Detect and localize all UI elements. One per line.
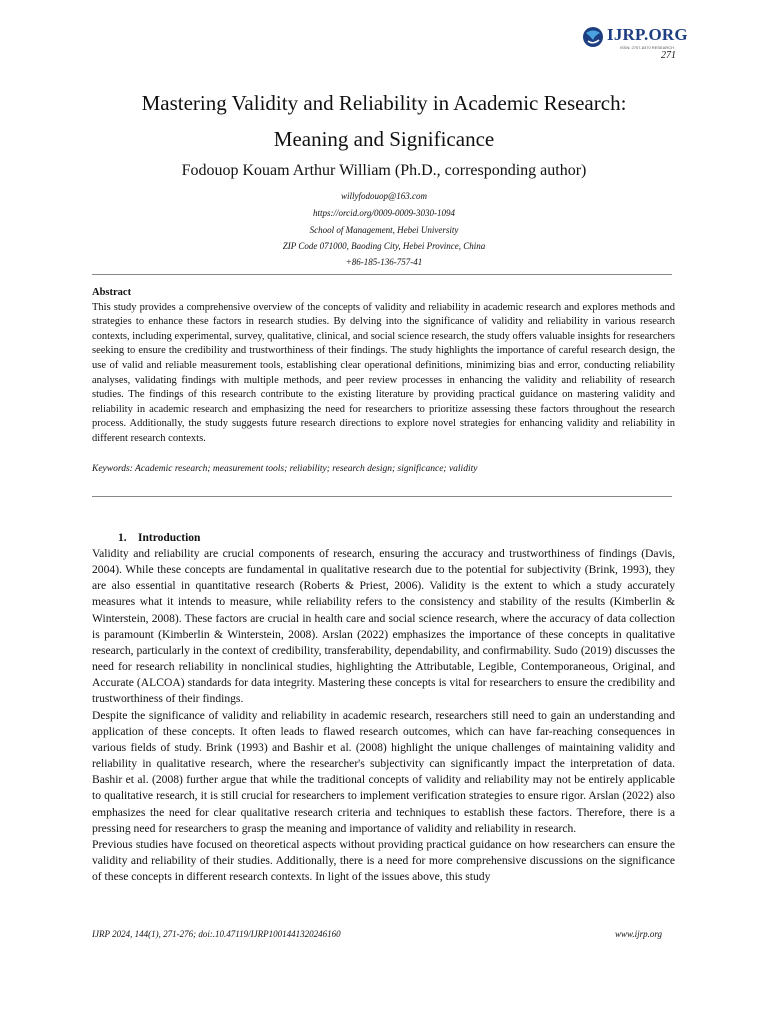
body-paragraph: Previous studies have focused on theoretical aspects without providing practical guidance on how researchers can ensure the validity and reliability of their studies. Additionally, there is a need for more comprehensive discussions on the significance of these concepts in different research contexts. In light of the issues above, this study [92, 837, 675, 884]
globe-icon [582, 26, 604, 48]
section-heading [118, 530, 200, 546]
section-body [92, 546, 675, 885]
body-paragraph: Validity and reliability are crucial components of research, ensuring the accuracy and trustworthiness of findings (Davis, 2004). While these concepts are fundamental in qualitative research due to the potential for subjectivity (Brink, 1993), they are also essential in quantitative research (Roberts & Priest, 2006). Validity is the extent to which a study accurately measures what it intends to measure, while reliability refers to the consistency and stability of the results (Kimberlin & Winterstein, 2008). These factors are crucial in health care and social science research, where the accuracy of data collection is paramount (Kimberlin & Winterstein, 2008). Arslan (2022) emphasizes the importance of these concepts in qualitative research, particularly in the context of credibility, transferability, dependability, and confirmability. Sudo (2019) discusses the need for research reliability in nonclinical studies, highlighting the Attributable, Legible, Contemporaneous, Original, and Accurate (ALCOA) standards for data integrity. Mastering these concepts is vital for researchers to ensure the credibility and trustworthiness of their findings. [92, 547, 675, 706]
divider-top [92, 274, 672, 275]
author-phone: +86-185-136-757-41 [345, 257, 423, 267]
journal-logo [582, 24, 692, 52]
paper-title-line-1: Mastering Validity and Reliability in Academic Research: [141, 91, 627, 115]
section-number: 1. [118, 532, 127, 544]
footer-citation: IJRP 2024, 144(1), 271-276; doi:.10.47119/IJRP1001441320246160 [92, 929, 341, 939]
author-school: School of Management, Hebei University [309, 225, 459, 235]
abstract-block [92, 286, 675, 447]
abstract-text: This study provides a comprehensive overview of the concepts of validity and reliability in academic research and explores methods and strategies to enhance these factors in research studies. By delving into the significance of validity and reliability in various research contexts, including experimental, survey, qualitative, clinical, and social science research, the study offers valuable insights for researchers seeking to ensure the credibility and trustworthiness of their findings. The study highlights the importance of careful research design, the use of valid and reliable measurement tools, establishing clear operational definitions, minimizing bias and error, conducting reliability analyses, validating findings with multiple methods, and peer review processes in enhancing the validity and reliability of research studies. The findings of this research contribute to the existing literature by providing practical guidance on mastering validity and reliability in academic research and emphasizing the need for researchers to prioritize assessing these factors throughout the research process. Additionally, the study suggests future research directions to explore novel strategies for enhancing validity and reliability in different research contexts. [92, 301, 675, 444]
footer-website: www.ijrp.org [614, 929, 662, 939]
author-email: willyfodouop@163.com [340, 191, 428, 201]
page-number: 271 [661, 50, 676, 61]
author-address: ZIP Code 071000, Baoding City, Hebei Province, China [282, 241, 486, 251]
author-name: Fodouop Kouam Arthur William (Ph.D., corresponding author) [181, 162, 587, 179]
logo-text: IJRP.ORG [607, 25, 688, 44]
body-paragraph: Despite the significance of validity and reliability in academic research, researchers still need to gain an understanding and application of these concepts. It often leads to flawed research outcomes, which can have far-reaching consequences in various fields of study. Brink (1993) and Bashir et al. (2008) highlight the unique challenges of maintaining validity and reliability in qualitative research, where the researcher's subjectivity can significantly impact the interpretation of data. Bashir et al. (2008) further argue that while the traditional concepts of validity and reliability may not be entirely applicable to qualitative research, it is still crucial for researchers to implement verification strategies to ensure rigor. Arslan (2022) also emphasizes the need for clear qualitative research criteria and techniques to establish these factors. Therefore, there is a pressing need for researchers to grasp the meaning and importance of validity and reliability in research. [92, 708, 675, 835]
abstract-heading: Abstract [92, 287, 132, 298]
paper-title-line-2: Meaning and Significance [273, 127, 495, 151]
author-orcid: https://orcid.org/0009-0009-3030-1094 [312, 208, 456, 218]
section-title: Introduction [138, 532, 201, 544]
divider-bottom [92, 496, 672, 497]
logo-tagline: ISSN: 2707-8370 RESEARCH [620, 45, 675, 50]
keywords: Keywords: Academic research; measurement tools; reliability; research design; significance; validity [92, 464, 478, 474]
